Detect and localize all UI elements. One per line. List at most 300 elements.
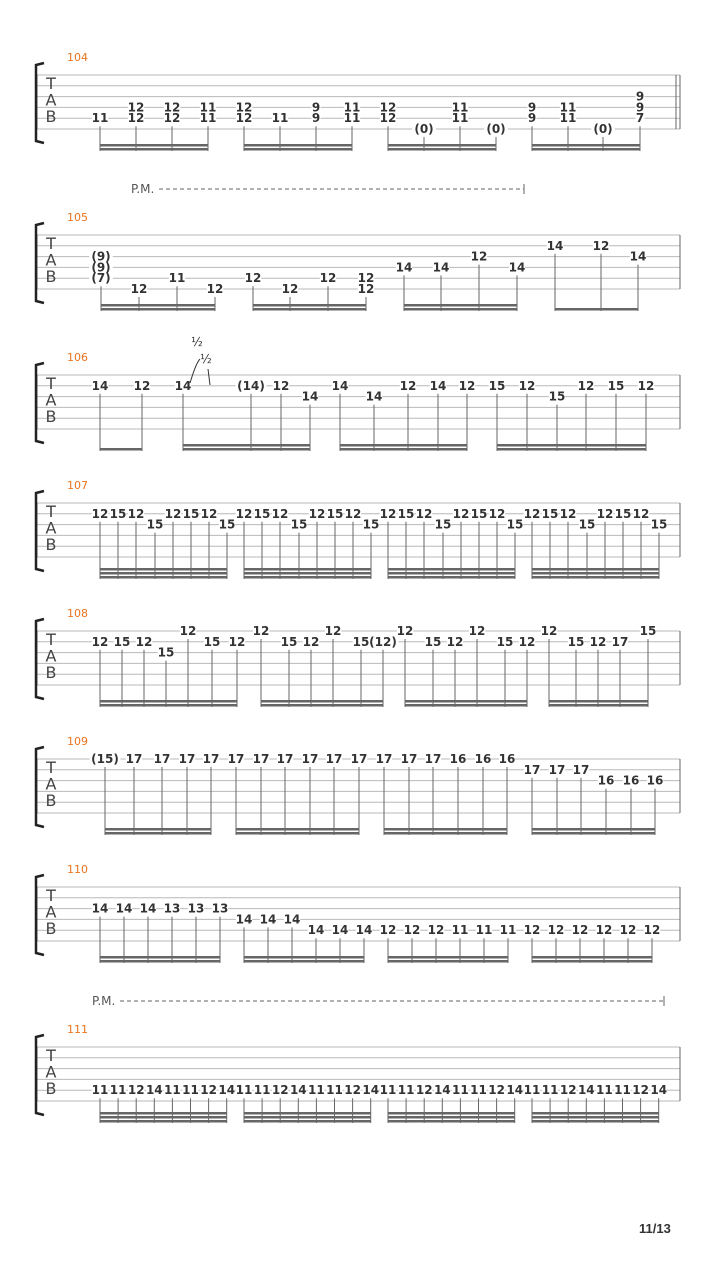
fret-number: 11 [91,1083,109,1098]
fret-number: 14 [331,923,349,938]
fret-number: 14 [139,901,157,916]
fret-number: 11 [451,100,469,115]
fret-number: 12 [127,100,145,115]
string-letter-t: T [46,758,56,777]
fret-number: 12 [643,923,661,938]
fret-number: 15 [280,634,298,649]
fret-number: 14 [91,901,109,916]
fret-number: 11 [523,1083,541,1098]
string-letter-t: T [46,1046,56,1065]
fret-number: 17 [301,752,319,766]
page-total: 13 [656,1221,671,1236]
palm-mute-label: P.M. [131,182,155,196]
fret-number: 12 [470,249,488,264]
beam [532,1112,659,1115]
fret-number: 12 [200,1083,217,1098]
beam [388,572,515,575]
fret-number: 9 [527,100,537,115]
fret-number: 15 [326,506,344,521]
beam [100,148,208,151]
beam [244,1120,371,1123]
fret-number: 14 [577,1083,595,1098]
fret-number: 12 [518,634,536,649]
fret-number: (7) [91,271,111,286]
fret-number: 12 [235,100,253,115]
fret-number: 12 [164,506,182,521]
fret-number: 12 [468,624,486,638]
fret-number: 15 [650,517,668,532]
fret-number: 12 [308,506,326,521]
fret-number: 15 [541,506,559,521]
fret-number: 14 [259,912,277,927]
measure-number: 104 [67,51,88,64]
fret-number: 9 [311,111,321,126]
measure-number: 110 [67,863,88,876]
fret-number: 17 [276,752,294,766]
string-letter-a: A [45,774,57,794]
beam [244,1116,371,1119]
fret-number: 15 [290,517,308,532]
fret-number: 14 [174,378,192,393]
fret-number: 17 [523,762,541,777]
fret-number: 11 [451,111,469,126]
fret-number: (15) [91,752,119,766]
fret-number: 15 [470,506,488,521]
beam [405,704,527,707]
fret-number: 11 [109,1083,127,1098]
beam [497,444,646,447]
fret-number: 11 [253,1083,271,1098]
fret-number: 12 [523,506,541,521]
fret-number: 12 [91,506,109,521]
beam [261,704,383,707]
fret-number: 17 [611,634,629,649]
string-letter-a: A [45,390,57,410]
fret-number: 15 [548,389,566,404]
fret-number: 14 [362,1083,380,1098]
fret-number: 15 [352,634,370,649]
measure-number: 105 [67,211,88,224]
beam [236,828,359,831]
fret-number: 12 [446,634,464,649]
fret-number: 14 [289,1083,307,1098]
fret-number: 11 [614,1083,631,1098]
fret-number: 14 [115,901,133,916]
fret-number: 12 [458,378,476,393]
string-letter-a: A [45,646,57,666]
fret-number: 12 [632,1083,649,1098]
fret-number: 11 [541,1083,559,1098]
fret-number: 12 [281,282,299,296]
bend-release-arrow [208,369,210,385]
fret-number: 17 [375,752,393,766]
fret-number: 9 [311,100,321,115]
fret-number: 12 [357,271,375,286]
bend-amount: ½ [200,352,212,366]
fret-number: 11 [343,100,361,115]
fret-number: 14 [218,1083,236,1098]
fret-number: 16 [449,752,467,766]
fret-number: 17 [125,752,143,766]
beam [105,828,211,831]
fret-number: 15 [218,517,236,532]
fret-number: 17 [350,752,368,766]
fret-number: 11 [475,923,493,938]
beam [100,572,227,575]
beam [532,832,655,835]
fret-number: 14 [331,378,349,393]
fret-number: 12 [577,378,595,393]
fret-number: 11 [326,1083,343,1098]
beam [388,568,515,571]
fret-number: 13 [163,901,181,916]
beam [532,960,652,963]
beam [388,144,496,147]
fret-number: 12 [130,282,148,296]
fret-number: 12 [379,506,397,521]
fret-number: (0) [414,122,434,136]
fret-number: 17 [572,762,590,777]
beam [100,956,220,959]
string-letter-a: A [45,518,57,538]
beam [388,956,508,959]
fret-number: 12 [344,506,362,521]
fret-number: 12 [403,923,421,938]
fret-number: 12 [357,282,375,296]
beam [388,960,508,963]
fret-number: 12 [244,271,262,286]
fret-number: 12 [589,634,607,649]
fret-number: 11 [451,923,469,938]
fret-number: 15 [109,506,127,521]
fret-number: 14 [283,912,301,927]
fret-number: (14) [237,378,265,393]
fret-number: 15 [203,634,221,649]
beam [236,832,359,835]
beam [244,1112,371,1115]
fret-number: 17 [153,752,171,766]
fret-number: 15 [496,634,514,649]
fret-number: 15 [362,517,380,532]
fret-number: 12 [235,111,253,126]
fret-number: 12 [91,634,109,649]
fret-number: 11 [397,1083,415,1098]
fret-number: 16 [597,773,615,788]
tab-system-111 [36,996,680,1123]
fret-number: 12 [637,378,655,393]
fret-number: 12 [547,923,565,938]
fret-number: 14 [365,389,383,404]
fret-number: 15 [424,634,442,649]
beam [532,828,655,831]
beam [100,704,237,707]
bend-amount: ½ [191,335,203,349]
fret-number: 14 [629,249,647,264]
tab-system-110 [36,875,680,963]
beam [244,144,352,147]
string-letter-t: T [46,886,56,905]
beam [388,148,496,151]
beam [244,956,364,959]
measure-number: 106 [67,351,88,364]
fret-number: 11 [596,1083,613,1098]
fret-number: 12 [396,624,414,638]
fret-number: 12 [518,378,536,393]
beam [253,308,366,311]
fret-number: 16 [474,752,492,766]
fret-number: 14 [91,378,109,393]
string-letter-b: B [45,107,57,126]
fret-number: 15 [182,506,200,521]
string-letter-b: B [45,919,57,938]
fret-number: 14 [432,260,450,275]
fret-number: 11 [559,111,577,126]
fret-number: 15 [146,517,164,532]
page-number [639,1221,671,1236]
fret-number: 14 [355,923,373,938]
beam [340,448,467,451]
fret-number: 12 [571,923,589,938]
fret-number: 17 [252,752,270,766]
fret-number: 17 [400,752,418,766]
fret-number: 12 [415,1083,433,1098]
fret-number: 12 [127,111,145,126]
fret-number: 9 [635,89,645,104]
fret-number: 15 [506,517,524,532]
beam [388,1112,515,1115]
fret-number: 12 [488,506,506,521]
string-letter-t: T [46,74,56,93]
fret-number: 12 [163,100,181,115]
beam [532,568,659,571]
fret-number: 12 [135,634,153,649]
beam [532,572,659,575]
measure-number: 111 [67,1023,88,1036]
fret-number: 14 [433,1083,451,1098]
fret-number: 15 [614,506,632,521]
beam [384,828,507,831]
fret-number: 12 [595,923,613,938]
fret-number: 12 [379,100,397,115]
string-letter-b: B [45,535,57,554]
fret-number: 15 [434,517,452,532]
fret-number: 9 [635,100,645,115]
fret-number: (0) [593,122,613,136]
string-letter-a: A [45,90,57,110]
beam [100,1116,227,1119]
fret-number: 11 [199,111,217,126]
fret-number: 12 [127,1083,145,1098]
beam [100,448,142,451]
string-letter-b: B [45,791,57,810]
beam [244,576,371,579]
tab-system-108 [36,619,680,707]
beam [100,1120,227,1123]
fret-number: 15 [157,645,175,660]
tab-system-106 [36,359,680,451]
fret-number: 14 [145,1083,163,1098]
beam [340,444,467,447]
fret-number: 12 [271,506,289,521]
fret-number: 16 [498,752,516,766]
fret-number: 12 [302,634,320,649]
fret-number: 14 [235,912,253,927]
beam [388,1120,515,1123]
fret-number: 11 [379,1083,397,1098]
fret-number: 16 [646,773,664,788]
string-letter-b: B [45,407,57,426]
fret-number: 7 [635,111,645,126]
string-letter-t: T [46,234,56,253]
fret-number: 17 [325,752,343,766]
fret-number: 12 [452,506,470,521]
fret-number: 11 [470,1083,487,1098]
fret-number: 11 [91,111,109,126]
beam [261,700,383,703]
fret-number: 12 [379,111,397,126]
beam [532,1120,659,1123]
fret-number: 12 [163,111,181,126]
fret-number: 14 [650,1083,668,1098]
fret-number: (12) [369,634,397,649]
beam [555,308,638,311]
fret-number: 12 [228,634,246,649]
fret-number: 11 [343,111,361,126]
fret-number: 17 [178,752,196,766]
palm-mute-label: P.M. [92,994,116,1008]
fret-number: 12 [271,1083,289,1098]
string-letter-t: T [46,502,56,521]
fret-number: 12 [632,506,650,521]
string-letter-b: B [45,663,57,682]
fret-number: 12 [200,506,218,521]
fret-number: 11 [164,1083,181,1098]
fret-number: 15 [113,634,131,649]
beam [532,956,652,959]
fret-number: 11 [168,271,186,286]
fret-number: 14 [301,389,319,404]
fret-number: 13 [187,901,205,916]
beam [532,148,640,151]
beam [405,700,527,703]
beam [100,1112,227,1115]
fret-number: 12 [399,378,417,393]
beam [100,568,227,571]
beam [101,308,215,311]
fret-number: 14 [429,378,447,393]
string-letter-b: B [45,1079,57,1098]
fret-number: 14 [508,260,526,275]
string-letter-b: B [45,267,57,286]
beam [100,144,208,147]
beam [388,576,515,579]
fret-number: 16 [622,773,640,788]
fret-number: 12 [272,378,290,393]
fret-number: 11 [452,1083,469,1098]
fret-number: 15 [397,506,415,521]
string-letter-a: A [45,902,57,922]
fret-number: 12 [344,1083,361,1098]
fret-number: 12 [488,1083,505,1098]
fret-number: 12 [427,923,445,938]
beam [549,704,648,707]
fret-number: 12 [324,624,342,638]
beam [101,304,215,307]
page-separator: / [652,1221,657,1236]
beam [244,572,371,575]
beam [384,832,507,835]
fret-number: 11 [559,100,577,115]
fret-number: 15 [578,517,596,532]
beam [549,700,648,703]
bend-arrow [190,359,200,383]
fret-number: 9 [527,111,537,126]
beam [244,568,371,571]
fret-number: 11 [182,1083,199,1098]
fret-number: 12 [559,506,577,521]
beam [388,1116,515,1119]
fret-number: 11 [308,1083,325,1098]
fret-number: 14 [307,923,325,938]
fret-number: (0) [486,122,506,136]
beam [183,444,310,447]
beam [497,448,646,451]
fret-number: (9) [91,260,111,275]
beam [100,700,237,703]
beam [532,1116,659,1119]
fret-number: 12 [596,506,614,521]
beam [532,144,640,147]
fret-number: 15 [567,634,585,649]
fret-number: 12 [127,506,145,521]
fret-number: 12 [559,1083,577,1098]
fret-number: 14 [546,238,564,253]
fret-number: 15 [607,378,625,393]
fret-number: 12 [523,923,541,938]
fret-number: 14 [395,260,413,275]
fret-number: (9) [91,249,111,264]
fret-number: 12 [133,378,151,393]
measure-number: 108 [67,607,88,620]
fret-number: 17 [548,762,566,777]
measure-number: 109 [67,735,88,748]
fret-number: 13 [211,901,229,916]
string-letter-a: A [45,1062,57,1082]
fret-number: 15 [253,506,271,521]
fret-number: 12 [379,923,397,938]
beam [244,148,352,151]
fret-number: 11 [199,100,217,115]
fret-number: 12 [179,624,197,638]
beam [532,576,659,579]
fret-number: 11 [271,111,289,126]
fret-number: 17 [202,752,220,766]
fret-number: 12 [235,506,253,521]
fret-number: 14 [506,1083,524,1098]
beam [100,960,220,963]
beam [253,304,366,307]
beam [100,576,227,579]
fret-number: 17 [227,752,245,766]
fret-number: 15 [639,624,657,638]
fret-number: 12 [206,282,224,296]
string-letter-t: T [46,630,56,649]
fret-number: 12 [592,238,610,253]
beam [244,960,364,963]
measure-number: 107 [67,479,88,492]
string-letter-t: T [46,374,56,393]
beam [404,304,517,307]
